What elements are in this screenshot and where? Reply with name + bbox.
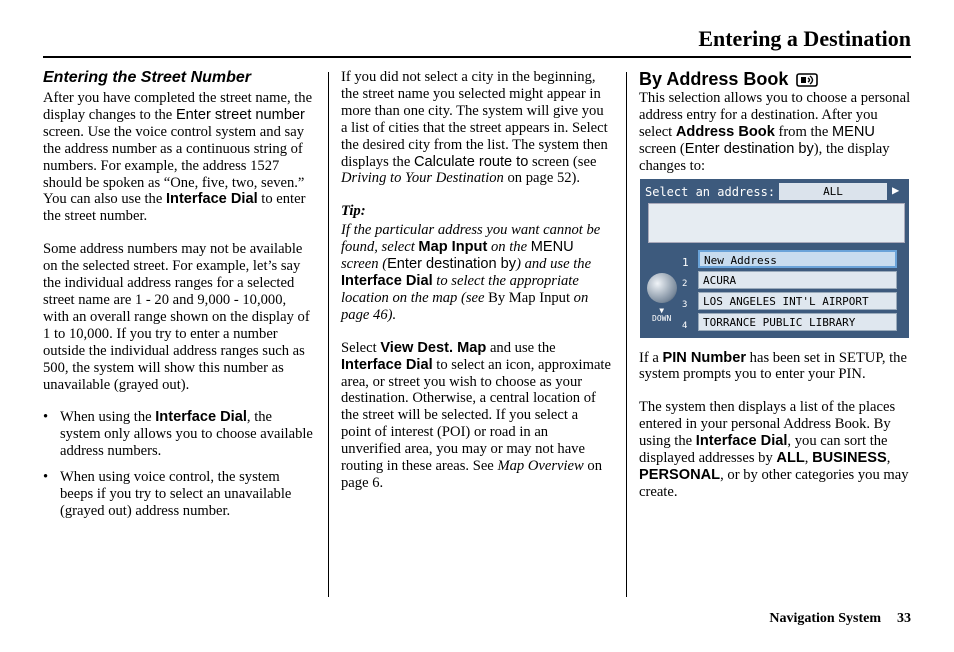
text-run: Driving to Your Destination bbox=[341, 170, 504, 187]
list-item bbox=[60, 469, 315, 520]
item-number: 2 bbox=[682, 278, 688, 289]
page-title: Entering a Destination bbox=[698, 26, 911, 51]
list-item-new-address[interactable]: New Address bbox=[698, 250, 897, 268]
voice-command-icon bbox=[796, 71, 818, 89]
text-run: to select the appropriate location on the map (see bbox=[341, 272, 579, 306]
column-1 bbox=[43, 69, 315, 529]
text-run: , you can sort the displayed addresses by bbox=[639, 433, 888, 467]
text-run: PERSONAL bbox=[639, 466, 721, 483]
text-run: , bbox=[804, 450, 813, 467]
list-item-lax[interactable]: LOS ANGELES INT'L AIRPORT bbox=[698, 292, 897, 310]
text-run: Map Input bbox=[418, 239, 488, 256]
text-run: When using voice control, the system beeps if you try to select an unavailable (grayed out) address number. bbox=[60, 469, 292, 519]
column-2 bbox=[341, 69, 611, 508]
text-run: If you did not select a city in the beginning, the street name you selected might appear in more than one city. The system will give you a list of cities that the street appears in. Select the desired city from the list. The system then displays the bbox=[341, 69, 608, 170]
text-run: Interface Dial bbox=[695, 433, 788, 450]
paragraph bbox=[639, 399, 911, 500]
paragraph bbox=[639, 350, 911, 384]
list-item-library[interactable]: TORRANCE PUBLIC LIBRARY bbox=[698, 313, 897, 331]
text-run: Interface Dial bbox=[165, 191, 258, 208]
paragraph bbox=[43, 90, 315, 225]
text-run: ) and use the bbox=[516, 256, 592, 273]
text-run: If the particular address you want cannot be found, select bbox=[341, 222, 601, 256]
bullet-list bbox=[43, 409, 315, 519]
text-run: on the bbox=[487, 239, 531, 256]
text-run: This selection allows you to choose a personal address entry for a destination. After you select bbox=[639, 90, 911, 140]
page-number: 33 bbox=[897, 611, 911, 626]
tip-paragraph bbox=[341, 222, 611, 323]
text-run: to enter the street number. bbox=[43, 191, 306, 225]
text-run: on page 46). bbox=[341, 289, 589, 323]
text-run: screen (see bbox=[528, 153, 597, 170]
right-arrow-icon[interactable]: ▶ bbox=[892, 182, 900, 197]
text-run: screen ( bbox=[341, 256, 388, 273]
text-run: from the bbox=[774, 123, 832, 140]
column-divider-1 bbox=[328, 72, 329, 597]
text-run: , bbox=[886, 450, 891, 467]
text-run: Enter street number bbox=[175, 106, 305, 123]
text-run: Map Overview bbox=[497, 458, 584, 475]
text-run: After you have completed the street name, the display changes to the bbox=[43, 90, 313, 123]
text-run: on page 52). bbox=[503, 170, 581, 187]
screen-title: Select an address: bbox=[645, 184, 776, 199]
heading-text: By Address Book bbox=[639, 69, 789, 89]
text-run: Some address numbers may not be available on the selected street. For example, let’s say the individual address ranges for a selected street name are 1 - 20 and 9,000 - 10,000, with an overall range shown on the display of 1 to 10,000. If you try to enter a number outside the individual address ranges such as 500, the system will show this number as unavailable (grayed out). bbox=[43, 241, 310, 393]
text-run: screen. Use the voice control system and say the address number as a continuous string of numbers. For example, the address 1527 should be spoken as “One, five, two, seven.” You can also use the bbox=[43, 123, 305, 208]
header-divider bbox=[43, 56, 911, 58]
text-run: ALL bbox=[776, 450, 805, 467]
text-run: MENU bbox=[530, 239, 574, 256]
text-run: Interface Dial bbox=[341, 272, 433, 289]
paragraph bbox=[341, 69, 611, 187]
text-run: screen ( bbox=[639, 140, 685, 157]
nav-screen-select-address bbox=[640, 179, 909, 338]
text-run: The system then displays a list of the places entered in your personal Address Book. By using the bbox=[639, 399, 896, 450]
address-preview-box bbox=[648, 203, 905, 243]
text-run: Enter destination by bbox=[684, 140, 814, 157]
item-number: 1 bbox=[682, 255, 689, 269]
down-label: ▼ DOWN bbox=[652, 305, 672, 323]
text-run: BUSINESS bbox=[812, 450, 887, 467]
text-run: Enter destination by bbox=[387, 256, 517, 273]
text-run: By Map Input bbox=[488, 289, 571, 306]
paragraph bbox=[43, 241, 315, 393]
column-divider-2 bbox=[626, 72, 627, 597]
text-run: Address Book bbox=[675, 123, 775, 140]
text-run: , the system only allows you to choose available address numbers. bbox=[60, 409, 313, 460]
text-run: If a bbox=[639, 349, 663, 366]
list-item-acura[interactable]: ACURA bbox=[698, 271, 897, 289]
footer-section: Navigation System bbox=[769, 611, 881, 626]
item-number: 4 bbox=[682, 320, 688, 331]
text-run: Interface Dial bbox=[341, 356, 433, 373]
list-item bbox=[60, 409, 315, 460]
text-run: , or by other categories you may create. bbox=[639, 466, 909, 500]
tip-label: Tip: bbox=[341, 203, 366, 220]
filter-all-button[interactable]: ALL bbox=[779, 183, 887, 200]
section-heading-street-number: Entering the Street Number bbox=[43, 69, 252, 86]
section-heading-address-book bbox=[639, 69, 911, 90]
text-run: Select bbox=[341, 339, 381, 356]
item-number: 3 bbox=[682, 299, 688, 310]
text-run: to select an icon, approximate area, or street you wish to choose as your destination. Otherwise, a central location of the street will be selected. If you select a point of interest (POI) or road in an unverified area, you may or may not have routing in these areas. See bbox=[341, 356, 611, 475]
text-run: Interface Dial bbox=[155, 409, 247, 426]
paragraph bbox=[639, 90, 911, 175]
page-footer bbox=[769, 611, 911, 627]
column-3 bbox=[639, 69, 911, 517]
interface-dial-icon bbox=[647, 273, 677, 303]
text-run: View Dest. Map bbox=[380, 339, 487, 356]
text-run: has been set in SETUP, the system prompts you to enter your PIN. bbox=[639, 349, 907, 383]
text-run: Calculate route to bbox=[413, 153, 529, 170]
paragraph bbox=[341, 340, 611, 492]
text-run: and use the bbox=[486, 339, 556, 356]
text-run: When using the bbox=[60, 409, 156, 426]
text-run: PIN Number bbox=[662, 349, 747, 366]
text-run: ), the display changes to: bbox=[639, 140, 890, 174]
text-run: MENU bbox=[831, 123, 875, 140]
text-run: on page 6. bbox=[341, 458, 603, 491]
